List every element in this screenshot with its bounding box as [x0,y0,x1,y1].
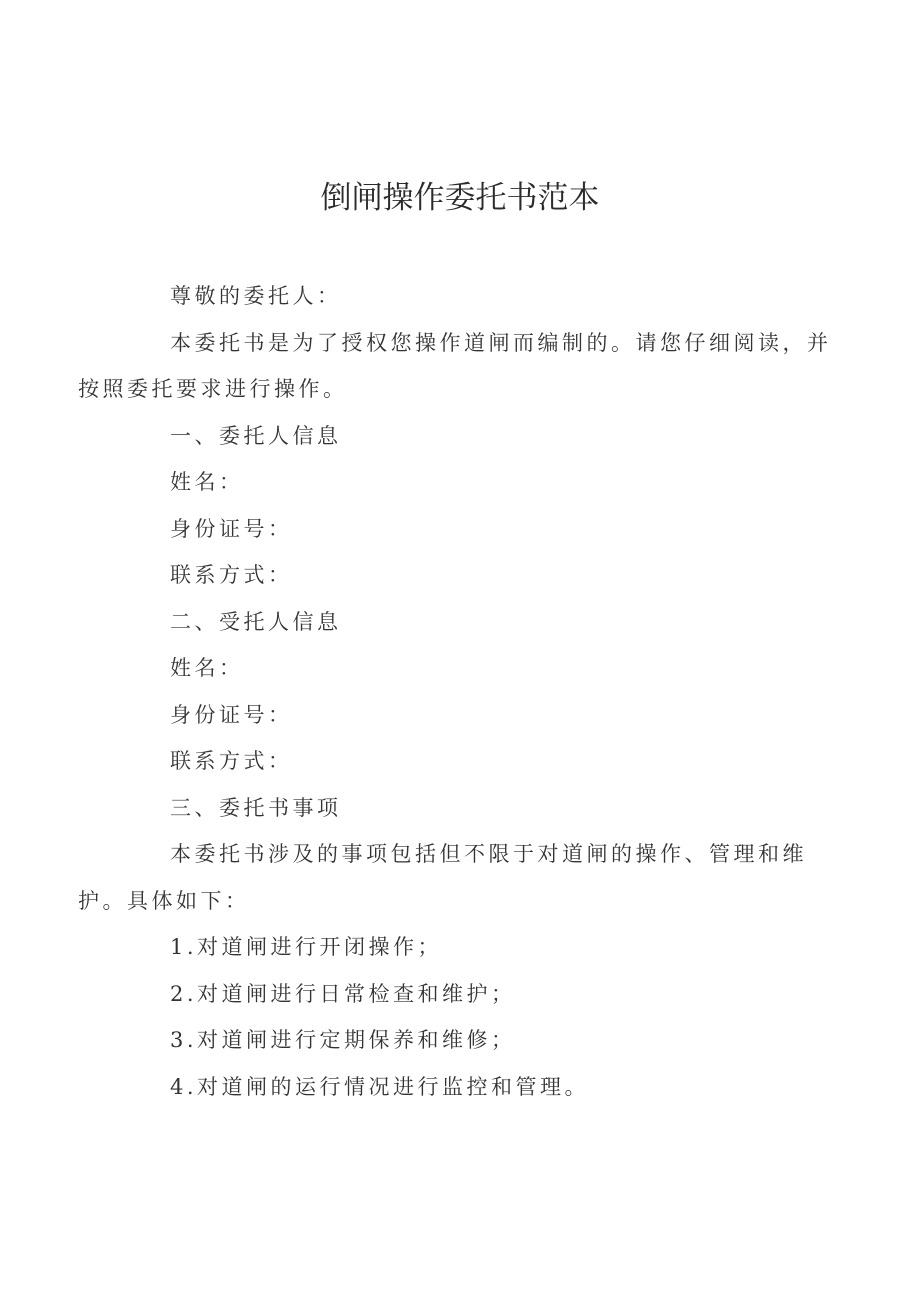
section-3-desc-line-1: 本委托书涉及的事项包括但不限于对道闸的操作、管理和维 [170,842,807,866]
principal-contact-field: 联系方式： [170,563,293,587]
list-item: 1.对道闸进行开闭操作； [170,935,443,959]
section-3-heading: 三、委托书事项 [170,795,342,820]
section-3-desc-line-2: 护。具体如下： [78,888,250,913]
principal-name-field: 姓名： [170,470,244,494]
agent-contact-field: 联系方式： [170,749,293,773]
section-3-description [78,831,807,924]
list-item: 2.对道闸进行日常检查和维护； [170,981,516,1006]
principal-id-field: 身份证号： [170,516,293,541]
list-item: 3.对道闸进行定期保养和维修； [170,1028,516,1052]
document-title: 倒闸操作委托书范本 [320,180,600,216]
agent-id-field: 身份证号： [170,702,293,727]
intro-line-1: 本委托书是为了授权您操作道闸而编制的。请您仔细阅读，并 [170,330,832,355]
section-1-heading: 一、委托人信息 [170,423,342,448]
greeting: 尊敬的委托人： [170,284,342,308]
agent-name-field: 姓名： [170,656,244,680]
document-body [78,273,832,1110]
intro-line-2: 按照委托要求进行操作。 [78,377,348,401]
intro-paragraph [78,320,832,413]
section-2-heading: 二、受托人信息 [170,609,342,634]
list-item: 4.对道闸的运行情况进行监控和管理。 [170,1074,590,1099]
